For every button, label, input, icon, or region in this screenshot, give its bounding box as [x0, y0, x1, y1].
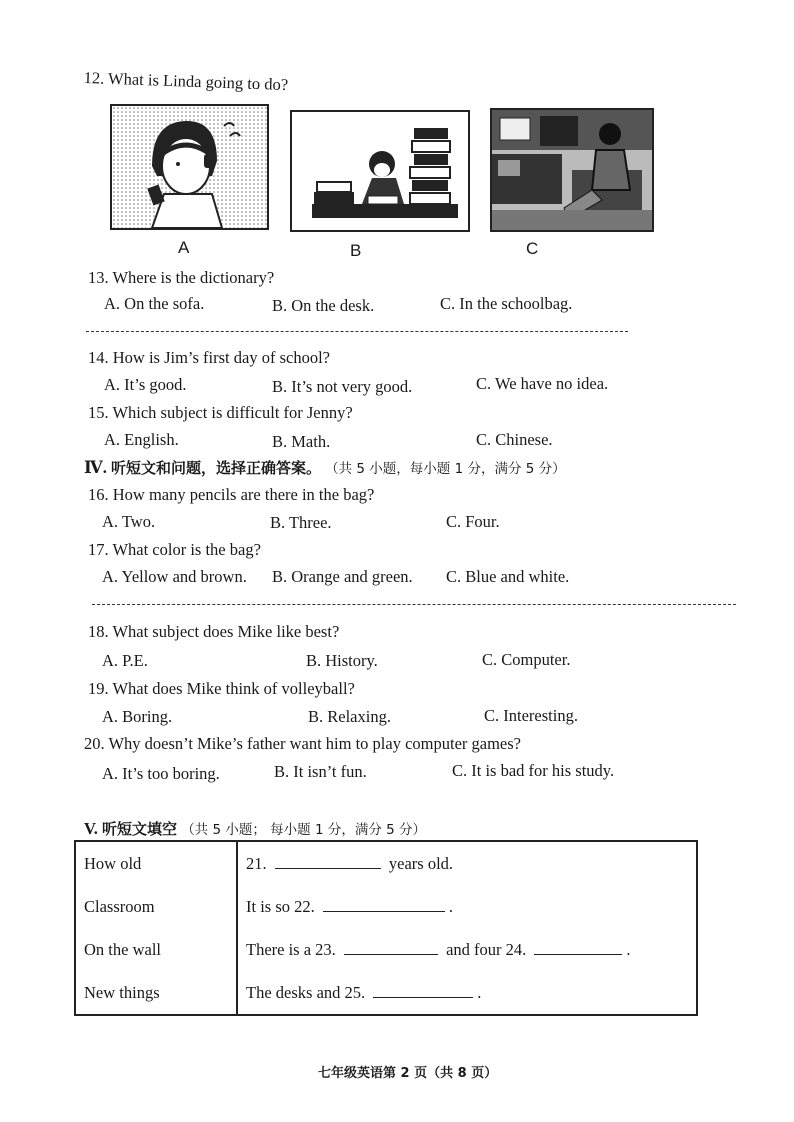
- picture-c[interactable]: [490, 108, 654, 232]
- question-13: 13. Where is the dictionary?: [88, 268, 275, 287]
- girl-studying-books-image: [292, 112, 468, 230]
- section-5-roman: V.: [84, 819, 98, 838]
- section-4-roman: Ⅳ.: [84, 458, 107, 477]
- q17-option-c[interactable]: C. Blue and white.: [446, 567, 570, 586]
- answer-blank-24[interactable]: [534, 940, 622, 955]
- q16-option-c[interactable]: C. Four.: [446, 512, 500, 531]
- row-label: How old: [75, 841, 237, 885]
- row-label: New things: [75, 971, 237, 1015]
- girl-listening-music-image: [112, 106, 267, 228]
- q17-option-a[interactable]: A. Yellow and brown.: [102, 567, 247, 586]
- q18-option-a[interactable]: A. P.E.: [102, 651, 148, 670]
- table-row: [75, 928, 697, 971]
- table-row: [75, 971, 697, 1015]
- picture-a[interactable]: [110, 104, 269, 230]
- divider-line: [92, 604, 736, 605]
- q15-option-b[interactable]: B. Math.: [272, 432, 331, 451]
- row-text: It is so 22.: [246, 896, 315, 916]
- table-row: [75, 885, 697, 928]
- row-text: and four 24.: [446, 939, 527, 959]
- row-text: .: [448, 896, 454, 916]
- answer-blank-25[interactable]: [373, 983, 473, 998]
- row-content: [237, 841, 697, 885]
- question-17: 17. What color is the bag?: [88, 540, 261, 559]
- section-5-note: （共 5 小题； 每小题 1 分，满分 5 分）: [181, 822, 426, 838]
- q16-option-b[interactable]: B. Three.: [270, 513, 332, 532]
- q18-option-c[interactable]: C. Computer.: [482, 650, 571, 669]
- answer-blank-22[interactable]: [323, 897, 445, 912]
- question-16: 16. How many pencils are there in the bag?: [88, 485, 375, 504]
- divider-line: [86, 331, 628, 332]
- section-4-heading: [84, 457, 566, 478]
- q19-option-a[interactable]: A. Boring.: [102, 707, 173, 726]
- row-text: There is a 23.: [246, 939, 336, 959]
- q17-option-b[interactable]: B. Orange and green.: [272, 567, 413, 586]
- row-text: The desks and 25.: [246, 982, 366, 1002]
- row-content: [237, 885, 697, 928]
- question-14: 14. How is Jim’s first day of school?: [88, 348, 330, 367]
- q15-option-c[interactable]: C. Chinese.: [476, 430, 553, 449]
- q13-option-a[interactable]: A. On the sofa.: [104, 294, 205, 313]
- section-4-title: 听短文和问题，选择正确答案。: [110, 459, 321, 477]
- row-text: .: [477, 982, 482, 1002]
- section-4-note: （共 5 小题，每小题 1 分，满分 5 分）: [325, 461, 566, 477]
- table-row: [75, 841, 697, 885]
- q18-option-b[interactable]: B. History.: [306, 651, 378, 670]
- answer-blank-23[interactable]: [344, 940, 438, 955]
- q19-option-c[interactable]: C. Interesting.: [484, 706, 578, 725]
- q20-option-a[interactable]: A. It’s too boring.: [102, 764, 220, 783]
- row-label: Classroom: [75, 885, 237, 928]
- q14-option-a[interactable]: A. It’s good.: [104, 375, 187, 394]
- question-18: 18. What subject does Mike like best?: [88, 622, 340, 641]
- question-15: 15. Which subject is difficult for Jenny?: [88, 403, 353, 422]
- question-20: 20. Why doesn’t Mike’s father want him to play computer games?: [84, 734, 522, 753]
- q19-option-b[interactable]: B. Relaxing.: [308, 707, 391, 726]
- picture-c-label: C: [526, 239, 539, 258]
- page-footer: 七年级英语第 2 页（共 8 页）: [318, 1066, 498, 1081]
- q13-option-c[interactable]: C. In the schoolbag.: [440, 294, 573, 313]
- picture-a-label: A: [178, 238, 190, 257]
- q14-option-b[interactable]: B. It’s not very good.: [272, 377, 413, 396]
- q13-option-b[interactable]: B. On the desk.: [272, 296, 375, 315]
- row-content: [237, 971, 697, 1015]
- question-19: 19. What does Mike think of volleyball?: [88, 679, 355, 698]
- section-5-heading: [84, 818, 426, 839]
- q20-option-c[interactable]: C. It is bad for his study.: [452, 761, 615, 780]
- row-text: years old.: [388, 853, 454, 873]
- q14-option-c[interactable]: C. We have no idea.: [476, 374, 609, 393]
- q16-option-a[interactable]: A. Two.: [102, 512, 156, 531]
- answer-blank-21[interactable]: [275, 854, 381, 869]
- q20-option-b[interactable]: B. It isn’t fun.: [274, 762, 367, 781]
- row-text: .: [626, 939, 631, 959]
- row-label: On the wall: [75, 928, 237, 971]
- q15-option-a[interactable]: A. English.: [104, 430, 179, 449]
- fill-in-table: [74, 840, 698, 1016]
- row-content: [237, 928, 697, 971]
- question-12: 12. What is Linda going to do?: [83, 68, 289, 95]
- row-text: 21.: [246, 853, 267, 873]
- picture-b[interactable]: [290, 110, 470, 232]
- girl-on-sofa-image: [492, 110, 652, 230]
- section-5-title: 听短文填空: [102, 820, 178, 838]
- picture-b-label: B: [350, 241, 362, 260]
